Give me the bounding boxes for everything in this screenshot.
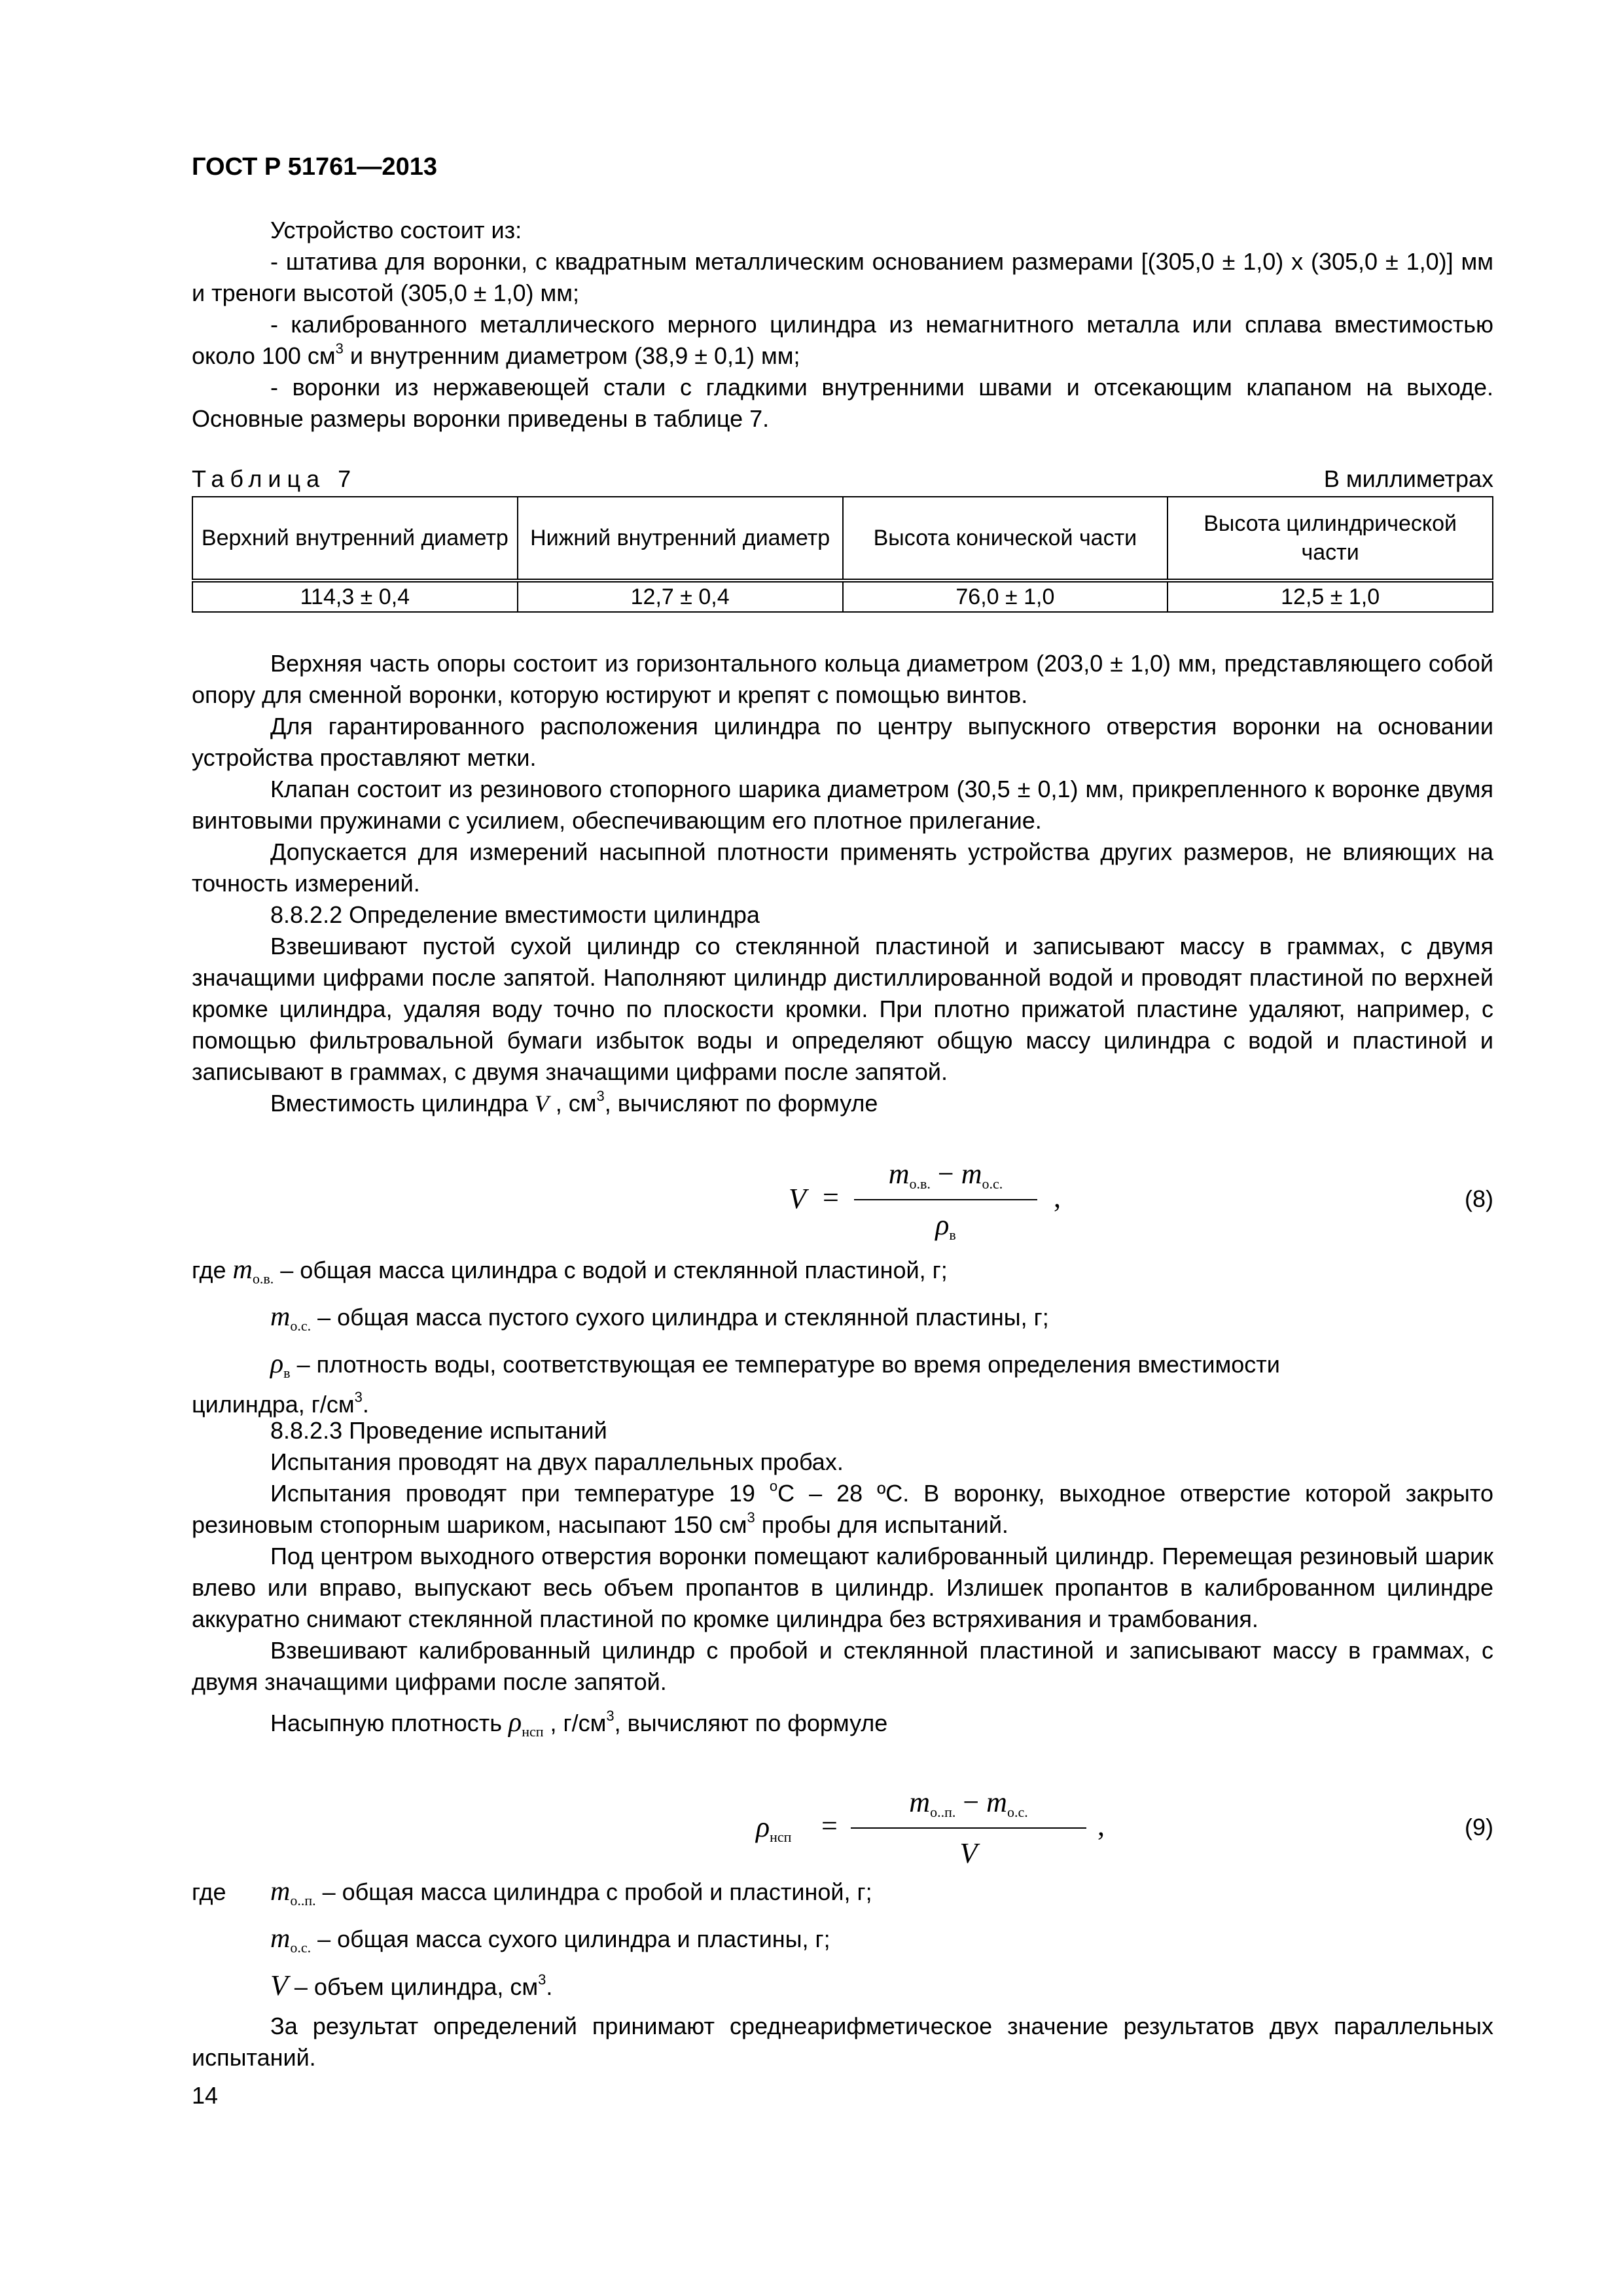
subscript: в [283, 1365, 291, 1381]
math-symbol: V [959, 1837, 978, 1869]
fraction-bar [851, 1827, 1086, 1829]
math-symbol: m [232, 1255, 253, 1285]
formula-intro-8 [192, 1088, 1493, 1119]
intro-item-cylinder [192, 309, 1493, 372]
paragraph: Под центром выходного отверстия воронки помещают калиброванный цилиндр. Перемещая резиновый шарик влево или вправо, выпускают весь объем пропантов в цилиндр. Излишек пропантов в калиброванном цилиндре аккуратно снимают стеклянной пластиной по кромке цилиндра без встряхивания и трамбования. [192, 1543, 1493, 1632]
text-run: – общая масса цилиндра с водой и стеклянной пластиной, г; [274, 1257, 948, 1283]
subscript: о..п. [930, 1804, 956, 1820]
text-run: – объем цилиндра, см [287, 1973, 539, 2000]
table-header-row [192, 497, 1493, 581]
superscript: 3 [606, 1708, 615, 1724]
math-symbol: ρ [508, 1708, 522, 1738]
text-run: где [192, 1257, 233, 1283]
intro-lead: Устройство состоит из: [270, 217, 522, 243]
subscript: о.с. [290, 1939, 312, 1956]
subscript: нсп [522, 1723, 544, 1740]
paragraph: Испытания проводят на двух параллельных пробах. [270, 1448, 844, 1475]
document-header: ГОСТ Р 51761—2013 [192, 153, 437, 181]
formula-9-legend [192, 1876, 1493, 2073]
fraction-numerator [851, 1787, 1086, 1828]
math-symbol: V [534, 1090, 549, 1117]
subscript: в [949, 1227, 956, 1243]
text-run: , вычисляют по формуле [614, 1710, 888, 1736]
text-run: – общая масса пустого сухого цилиндра и стеклянной пластины, г; [311, 1304, 1049, 1331]
text-run: – плотность воды, соответствующая ее температуре во время определения вместимости [290, 1351, 1280, 1378]
fraction [851, 1787, 1086, 1878]
text-run: . [362, 1391, 369, 1418]
paragraph: За результат определений принимают среднеарифметическое значение результатов двух параллельных испытаний. [192, 2013, 1493, 2071]
math-symbol: V [789, 1183, 806, 1215]
subscript: о.в. [909, 1175, 931, 1192]
subscript: о..п. [290, 1892, 316, 1909]
text-run: . [546, 1973, 553, 2000]
paragraph: Взвешивают пустой сухой цилиндр со стеклянной пластиной и записывают массу в граммах, с двумя значащими цифрами после запятой. Наполняют цилиндр дистиллированной водой и проводят пластиной по верхней кромке цилиндра, удаляя воду точно по плоскости кромки. При плотно прижатой пластине удаляют, например, с помощью фильтровальной бумаги избыток воды и определяют общую массу цилиндра с водой и пластиной и записывают в граммах, с двумя значащими цифрами после запятой. [192, 933, 1493, 1085]
paragraph: Допускается для измерений насыпной плотности применять устройства других размеров, не влияющих на точность измерений. [192, 838, 1493, 897]
paragraph: Верхняя часть опоры состоит из горизонтального кольца диаметром (203,0 ± 1,0) мм, представляющего собой опору для сменной воронки, которую юстируют и крепят с помощью винтов. [192, 650, 1493, 708]
table-header-cell: Высота цилиндрической части [1168, 497, 1493, 581]
intro-item-stand: - штатива для воронки, с квадратным металлическим основанием размерами [(305,0 ± 1,0) х (305,0 ± 1,0)] мм и треноги высотой (305,0 ± 1,0) мм; [192, 248, 1493, 306]
math-symbol: m [961, 1158, 982, 1190]
intro-section [192, 215, 1493, 435]
math-symbol: V [270, 1969, 288, 2001]
math-symbol: m [270, 1876, 291, 1907]
text-run: С – 28 ºС. В воронку, выходное отверстие которой закрыто резиновым стопорным шариком, насыпают 150 см [192, 1480, 1493, 1538]
formula-8 [789, 1158, 1116, 1250]
text-run: , см [548, 1090, 597, 1117]
page-number: 14 [192, 2082, 219, 2109]
legend-item [192, 1876, 1493, 1923]
paragraph: Для гарантированного расположения цилиндра по центру выпускного отверстия воронки на основании устройства проставляют метки. [192, 713, 1493, 771]
superscript: 3 [596, 1088, 605, 1104]
legend-item [192, 1254, 1493, 1301]
intro-item-cylinder-text: - калиброванного металлического мерного цилиндра из немагнитного металла или сплава вместимостью около 100 см [192, 311, 1493, 369]
table-header-cell: Высота конической части [843, 497, 1168, 581]
paragraph: Клапан состоит из резинового стопорного шарика диаметром (30,5 ± 0,1) мм, прикрепленного к воронке двумя винтовыми пружинами с усилием, обеспечивающим его плотное прилегание. [192, 776, 1493, 834]
section-heading-8-8-2-3: 8.8.2.3 Проведение испытаний [270, 1417, 607, 1444]
text-run: , г/см [543, 1710, 607, 1736]
table-header-cell: Верхний внутренний диаметр [192, 497, 518, 581]
table-caption-row [192, 463, 1493, 495]
table-7 [192, 496, 1493, 613]
math-symbol: m [986, 1786, 1007, 1818]
legend-item [192, 1970, 1493, 2011]
fraction-numerator [854, 1158, 1037, 1200]
superscript: 3 [335, 340, 344, 357]
fraction-denominator [851, 1838, 1086, 1869]
legend-item [192, 1348, 1493, 1389]
math-symbol: ρ [935, 1209, 950, 1241]
superscript: o [769, 1478, 778, 1494]
text-run: цилиндра, г/см [192, 1391, 355, 1418]
table-caption: Таблица 7 [192, 465, 357, 492]
table-cell: 12,5 ± 1,0 [1168, 581, 1493, 612]
math-symbol: m [270, 1302, 291, 1332]
text-run: – общая масса сухого цилиндра и пластины, г; [311, 1926, 830, 1952]
section-heading-8-8-2-2: 8.8.2.2 Определение вместимости цилиндра [270, 901, 760, 928]
minus-sign: − [937, 1158, 954, 1190]
equation-number-9: (9) [1465, 1814, 1493, 1840]
formula-intro-9 [192, 1707, 1493, 1748]
equals-sign: = [821, 1810, 838, 1842]
comma: , [1097, 1810, 1105, 1842]
text-run: пробы для испытаний. [755, 1511, 1008, 1538]
table-row [192, 581, 1493, 612]
legend-item [192, 1923, 1493, 1970]
fraction [854, 1158, 1037, 1250]
equals-sign: = [823, 1181, 839, 1213]
superscript: 3 [747, 1509, 755, 1526]
math-symbol: m [888, 1158, 910, 1190]
subscript: о.с. [1007, 1804, 1028, 1820]
tests-section [192, 1415, 1493, 1748]
math-symbol: ρ [756, 1811, 770, 1843]
equation-number-8: (8) [1465, 1185, 1493, 1212]
minus-sign: − [963, 1786, 980, 1818]
legend-item [192, 1301, 1493, 1348]
table-cell: 76,0 ± 1,0 [843, 581, 1168, 612]
table-cell: 12,7 ± 0,4 [518, 581, 843, 612]
formula-9 [756, 1787, 1122, 1878]
formula-8-legend [192, 1254, 1493, 1420]
text-run: Насыпную плотность [270, 1710, 509, 1736]
subscript: нсп [770, 1829, 792, 1845]
text-run: , вычисляют по формуле [604, 1090, 878, 1117]
subscript: о.в. [252, 1270, 274, 1287]
comma: , [1054, 1181, 1061, 1213]
fraction-denominator [854, 1210, 1037, 1251]
body-section [192, 648, 1493, 1119]
formula-lhs [756, 1812, 791, 1853]
intro-item-cylinder-tail: и внутренним диаметром (38,9 ± 0,1) мм; [343, 342, 800, 369]
text-run: Вместимость цилиндра [270, 1090, 535, 1117]
subscript: о.с. [290, 1318, 312, 1334]
text-run: где [192, 1878, 226, 1905]
text-run: – общая масса цилиндра с пробой и пластиной, г; [315, 1878, 872, 1905]
paragraph: Взвешивают калиброванный цилиндр с пробой и стеклянной пластиной и записывают массу в граммах, с двумя значащими цифрами после запятой. [192, 1637, 1493, 1695]
math-symbol: m [270, 1924, 291, 1954]
table-cell: 114,3 ± 0,4 [192, 581, 518, 612]
paragraph [192, 1478, 1493, 1541]
fraction-bar [854, 1199, 1037, 1200]
math-symbol: ρ [270, 1349, 284, 1379]
intro-item-funnel: - воронки из нержавеющей стали с гладкими внутренними швами и отсекающим клапаном на выходе. Основные размеры воронки приведены в таблице 7. [192, 374, 1493, 432]
table-header-cell: Нижний внутренний диаметр [518, 497, 843, 581]
table-units: В миллиметрах [1323, 465, 1493, 492]
math-symbol: m [909, 1786, 931, 1818]
superscript: 3 [354, 1389, 363, 1405]
superscript: 3 [538, 1971, 546, 1988]
text-run: Испытания проводят при температуре 19 [270, 1480, 770, 1507]
subscript: о.с. [982, 1175, 1003, 1192]
